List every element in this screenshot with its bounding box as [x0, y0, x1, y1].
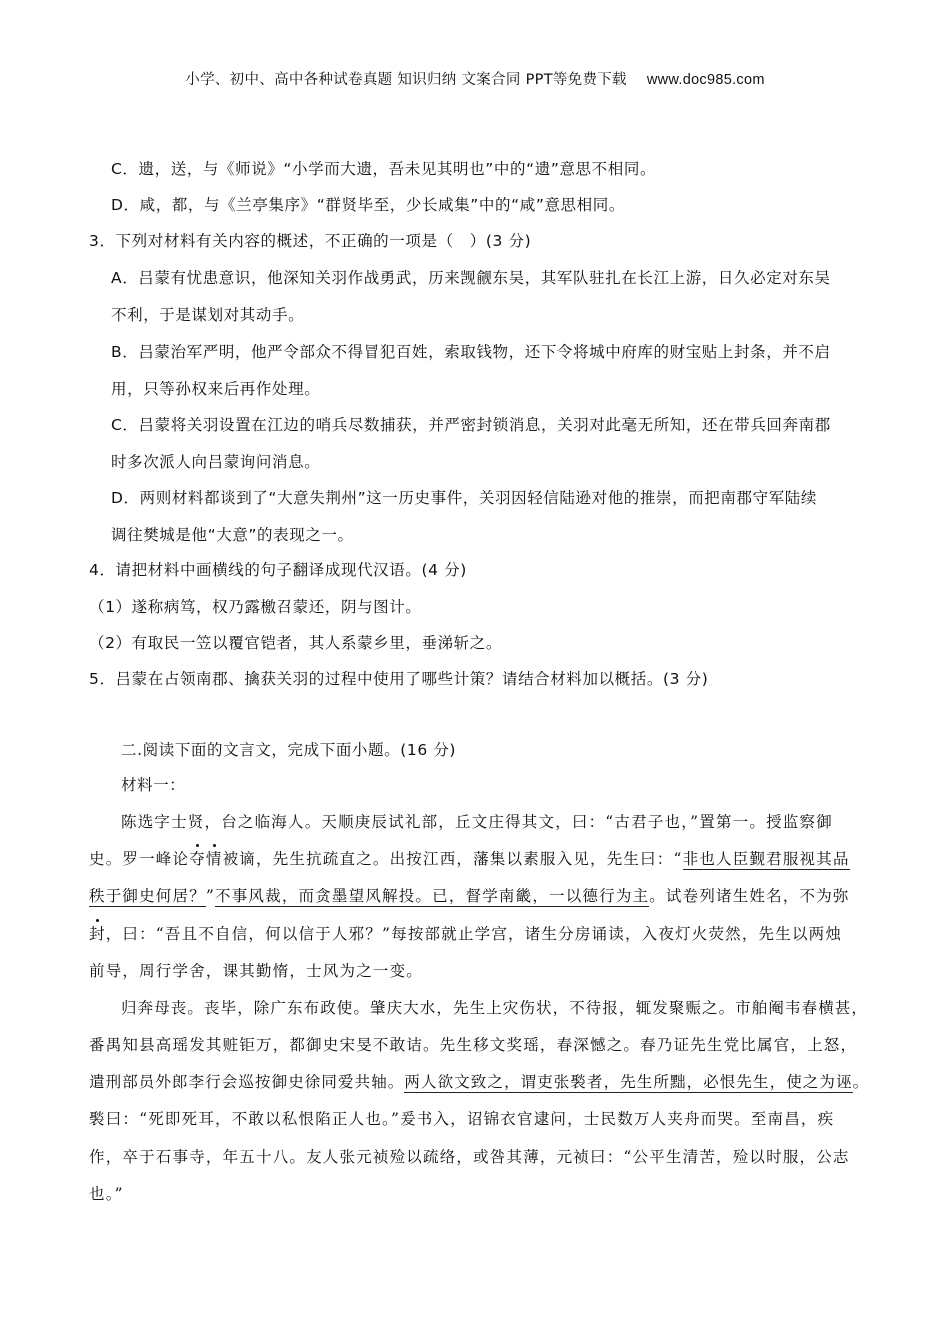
q3-stem: 3．下列对材料有关内容的概述，不正确的一项是（ ）(3 分) — [89, 232, 532, 250]
p2-line-3-text: 遣刑部员外郎李行会巡按御史徐同爱共轴。 — [89, 1073, 405, 1091]
p1-line-5: 前导，周行学舍，课其勤惰，士风为之一变。 — [89, 962, 424, 980]
p1-line-2-text: 史。罗一峰论 — [89, 850, 190, 868]
p2-line-1: 归奔母丧。丧毕，除广东布政使。肇庆大水，先生上灾伤状，不待报，辄发聚赈之。市舶阉韦春横甚， — [121, 999, 869, 1017]
p1-line-1: 陈选字士贤，台之临海人。天顺庚辰试礼部，丘文庄得其文，曰：“古君子也，”置第一。授监察御 — [121, 813, 833, 831]
p1-line-3-text: 。试卷列诸生姓名，不为弥 — [649, 887, 850, 905]
q3-option-c-line2: 时多次派人向吕蒙询问消息。 — [111, 453, 321, 471]
emphasis-dot-char: 夺 — [189, 850, 206, 868]
q3-option-b-line1: B．吕蒙治军严明，他严令部众不得冒犯百姓，索取钱物，还下令将城中府库的财宝贴上封条，并不启 — [111, 343, 831, 361]
p2-line-6: 也。” — [89, 1185, 124, 1203]
q4-stem: 4．请把材料中画横线的句子翻译成现代汉语。(4 分) — [89, 561, 467, 579]
q3-option-a-line1: A．吕蒙有忧患意识，他深知关羽作战勇武，历来觊觎东吴，其军队驻扎在长江上游，日久必定对东吴 — [111, 269, 831, 287]
p1-line-2-text: 被谪，先生抗疏直之。出按江西，藩集以素服入见，先生曰：“ — [222, 850, 683, 868]
q3-option-d-line2: 调往樊城是他“大意”的表现之一。 — [111, 526, 354, 544]
p1-line-3-text: ” — [205, 887, 216, 905]
p1-line-4 — [89, 922, 842, 944]
q2-option-d: D．咸，都，与《兰亭集序》“群贤毕至，少长咸集”中的“咸”意思相同。 — [111, 196, 625, 214]
header-text: 小学、初中、高中各种试卷真题 知识归纳 文案合同 PPT等免费下载 — [185, 72, 627, 88]
p1-line-3 — [89, 884, 850, 906]
q3-option-d-line1: D．两则材料都谈到了“大意失荆州”这一历史事件，关羽因轻信陆逊对他的推崇，而把南郡守军陆续 — [111, 489, 817, 507]
p2-line-3-text: 。 — [852, 1073, 870, 1091]
q4-sentence-2: （2）有取民一笠以覆官铠者，其人系蒙乡里，垂涕斩之。 — [89, 634, 502, 652]
header-site-link[interactable]: www.doc985.com — [646, 72, 765, 88]
p2-line-3 — [89, 1070, 869, 1092]
section2-material-label: 材料一： — [121, 776, 186, 794]
q3-option-b-line2: 用，只等孙权来后再作处理。 — [111, 380, 321, 398]
p1-line-2 — [89, 847, 850, 869]
q3-option-c-line1: C．吕蒙将关羽设置在江边的哨兵尽数捕获，并严密封锁消息，关羽对此毫无所知，还在带兵回奔南郡 — [111, 416, 831, 434]
underlined-sentence: 秩于御史何居？ — [89, 887, 206, 905]
underlined-sentence: 两人欲文致之，谓吏张褧者，先生所黜，必恨先生，使之为诬 — [404, 1073, 853, 1091]
p2-line-5: 作，卒于石事寺，年五十八。友人张元祯殓以疏络，或咎其薄，元祯曰：“公平生清苦，殓以时服，公志 — [89, 1148, 850, 1166]
q3-option-a-line2: 不利，于是谋划对其动手。 — [111, 306, 305, 324]
emphasis-dot-char: 封 — [89, 925, 106, 943]
q2-option-c: C．遗，送，与《师说》“小学而大遗，吾未见其明也”中的“遗”意思不相同。 — [111, 160, 657, 178]
p1-line-4-text: ，曰：“吾且不自信，何以信于人邪？”每按部就止学宫，诸生分房诵读，入夜灯火荧然，先生以两烛 — [105, 925, 843, 943]
q5-stem: 5．吕蒙在占领南郡、擒获关羽的过程中使用了哪些计策？请结合材料加以概括。(3 分) — [89, 670, 709, 688]
p2-line-4: 褧曰：“死即死耳，不敢以私恨陷正人也。”爰书入，诏锦衣官逮问，士民数万人夹舟而哭。至南昌，疾 — [89, 1110, 835, 1128]
page-header — [0, 68, 950, 89]
p2-line-2: 番禺知县高瑶发其赃钜万，都御史宋旻不敢诘。先生移文奖瑶，春深憾之。春乃证先生党比属官，上怒， — [89, 1036, 858, 1054]
emphasis-dot-char: 情 — [205, 850, 223, 868]
underlined-sentence: 非也人臣觐君服视其品 — [682, 850, 850, 868]
section2-title: 二.阅读下面的文言文，完成下面小题。(16 分) — [121, 741, 457, 759]
q4-sentence-1: （1）遂称病笃，权乃露檄召蒙还，阴与图计。 — [89, 598, 422, 616]
underlined-sentence: 不事风裁，而贪墨望风解投。已，督学南畿，一以德行为主 — [215, 887, 650, 905]
